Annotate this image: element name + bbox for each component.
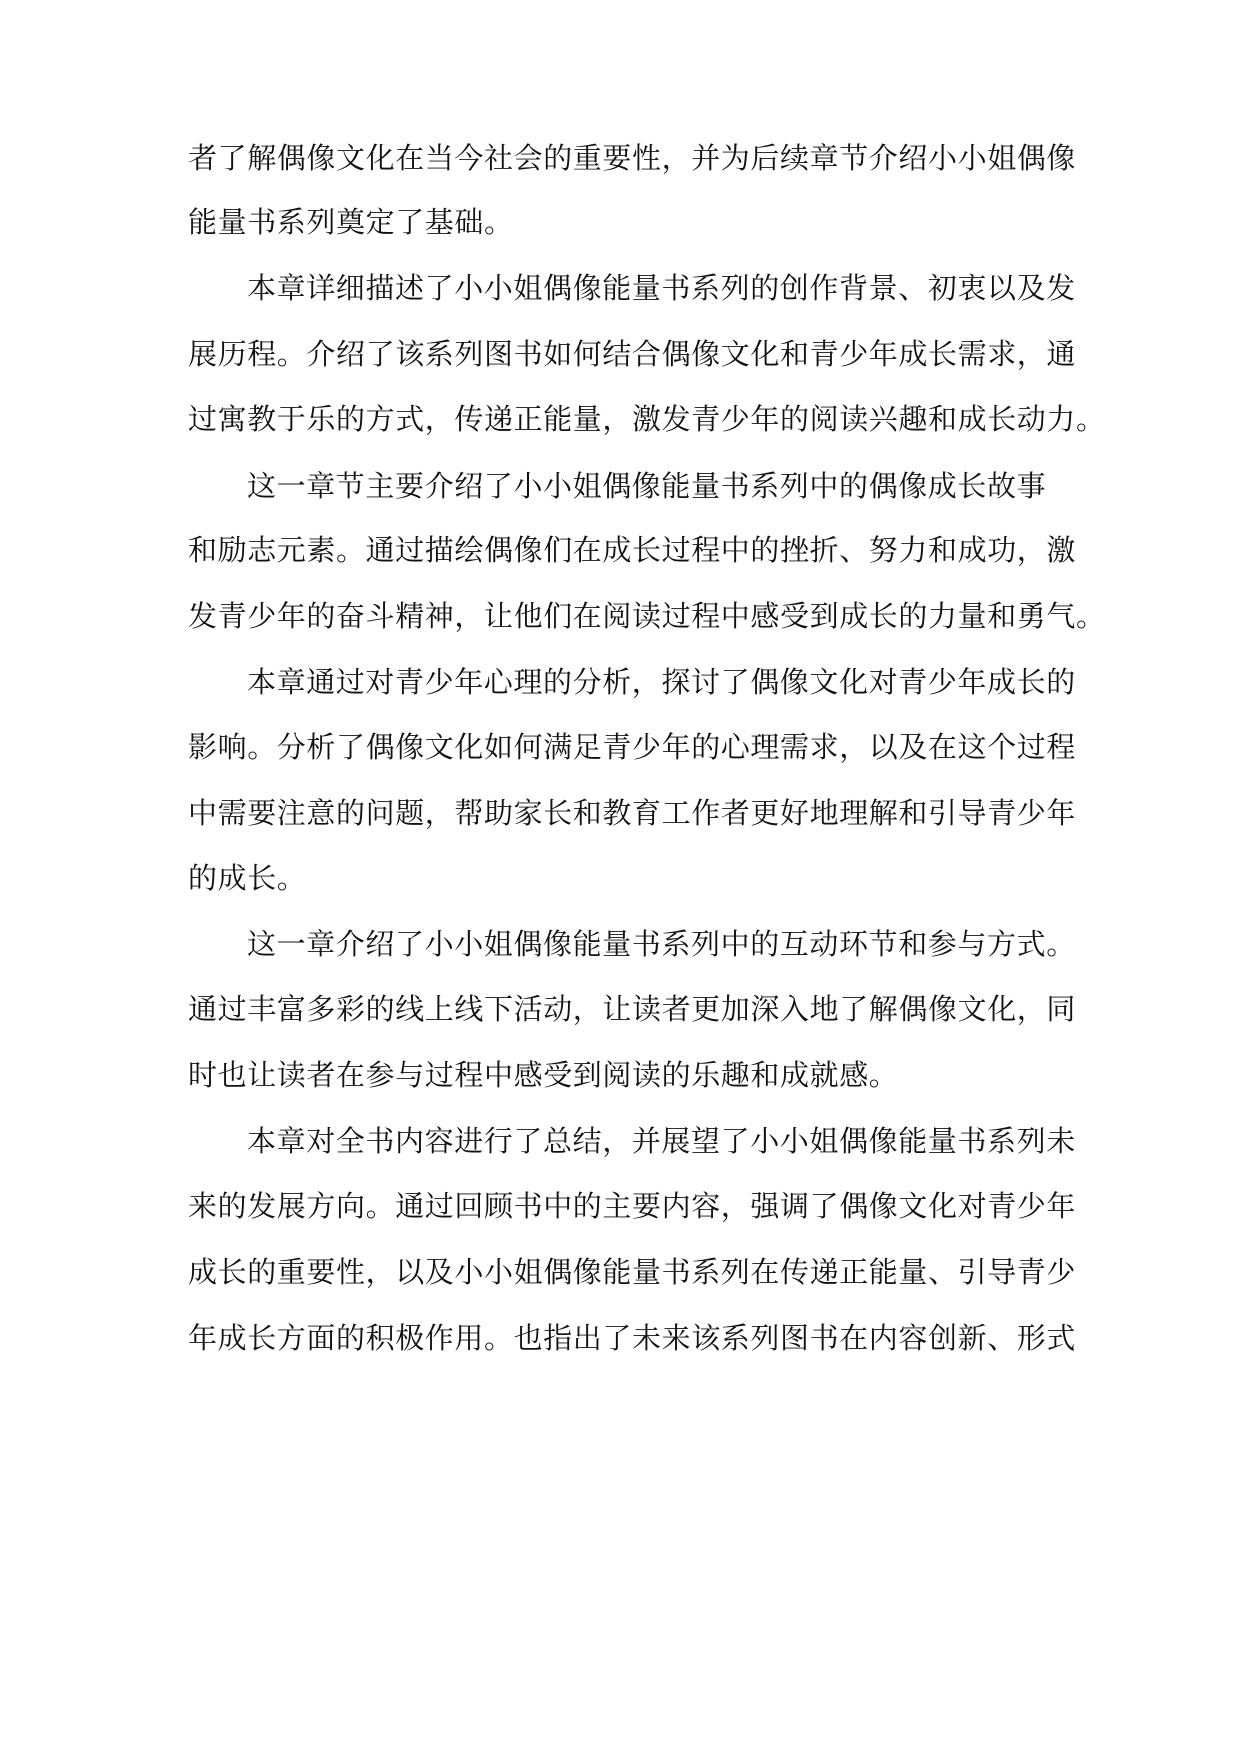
text-line: 来的发展方向。通过回顾书中的主要内容，强调了偶像文化对青少年	[188, 1189, 1077, 1223]
text-line: 和励志元素。通过描绘偶像们在成长过程中的挫折、努力和成功，激	[188, 533, 1077, 567]
paragraph-first-line: 本章通过对青少年心理的分析，探讨了偶像文化对青少年成长的	[247, 665, 1076, 699]
text-line: 过寓教于乐的方式，传递正能量，激发青少年的阅读兴趣和成长动力。	[188, 402, 1106, 436]
text-line: 者了解偶像文化在当今社会的重要性，并为后续章节介绍小小姐偶像	[188, 141, 1077, 175]
paragraph-first-line: 这一章节主要介绍了小小姐偶像能量书系列中的偶像成长故事	[247, 469, 1047, 503]
text-line: 能量书系列奠定了基础。	[188, 205, 514, 239]
text-line: 时也让读者在参与过程中感受到阅读的乐趣和成就感。	[188, 1058, 899, 1092]
text-line: 成长的重要性，以及小小姐偶像能量书系列在传递正能量、引导青少	[188, 1255, 1077, 1289]
text-line: 通过丰富多彩的线上线下活动，让读者更加深入地了解偶像文化，同	[188, 992, 1077, 1026]
text-line: 年成长方面的积极作用。也指出了未来该系列图书在内容创新、形式	[188, 1321, 1077, 1355]
paragraph-first-line: 本章对全书内容进行了总结，并展望了小小姐偶像能量书系列未	[247, 1124, 1076, 1158]
text-line: 中需要注意的问题，帮助家长和教育工作者更好地理解和引导青少年	[188, 796, 1077, 830]
paragraph-first-line: 这一章介绍了小小姐偶像能量书系列中的互动环节和参与方式。	[247, 927, 1076, 961]
text-line: 的成长。	[188, 861, 307, 895]
text-line: 影响。分析了偶像文化如何满足青少年的心理需求，以及在这个过程	[188, 730, 1077, 764]
text-line: 展历程。介绍了该系列图书如何结合偶像文化和青少年成长需求，通	[188, 337, 1077, 371]
text-line: 发青少年的奋斗精神，让他们在阅读过程中感受到成长的力量和勇气。	[188, 599, 1106, 633]
paragraph-first-line: 本章详细描述了小小姐偶像能量书系列的创作背景、初衷以及发	[247, 271, 1076, 305]
